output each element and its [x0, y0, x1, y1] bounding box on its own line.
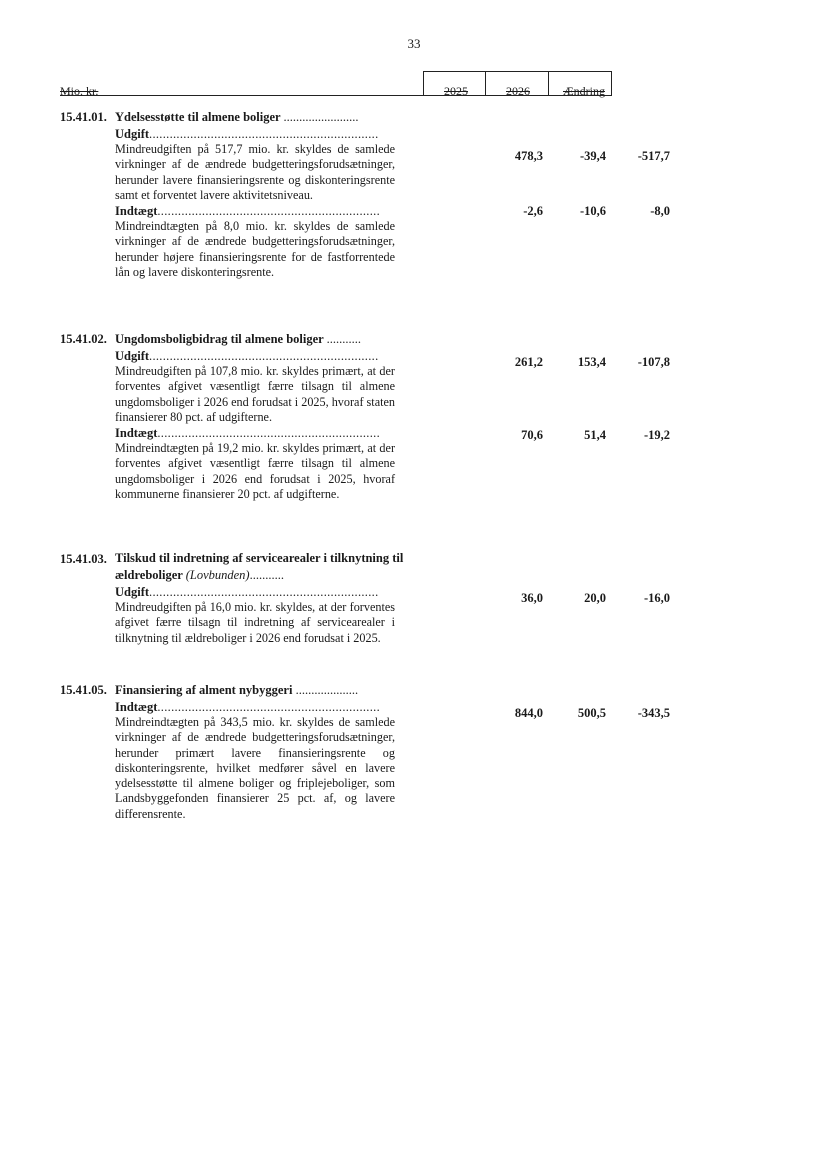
item-description: Mindreudgiften på 16,0 mio. kr. skyldes, at der forventes afgivet færre tilsagn til indretning af servicearealer i tilknytning til ældreboliger i 2026 end forudsat i 2025.: [115, 600, 395, 645]
value-2025: -2,6: [523, 204, 543, 219]
item-label: Indtægt.................................................................: [115, 700, 380, 714]
item-revenue: [115, 699, 670, 822]
column-header-2025: 2025: [444, 84, 468, 98]
item-label: Udgift...................................................................: [115, 585, 379, 599]
section-15-41-03: [60, 550, 670, 646]
item-description: Mindreudgiften på 517,7 mio. kr. skyldes de samlede virkninger af de ændrede budgetteringsforudsætninger, herunder lavere finansieringsrente og diskonteringsrente samt et forventet lavere aktivitetsniveau.: [115, 142, 395, 202]
section-heading: [60, 550, 620, 584]
item-revenue: [115, 203, 670, 280]
section-title: Ungdomsboligbidrag til almene boliger ...........: [115, 332, 361, 346]
item-description: Mindreindtægten på 343,5 mio. kr. skyldes de samlede virkninger af de ændrede budgetteringsforudsætninger, herunder primært lavere finansieringsrente og diskonteringsrente, hvilket medfører såvel en lavere ydelsesstøtte til almene boliger og friplejeboliger, som Landsbyggefonden finansierer 25 pct. af, og lavere differensrente.: [115, 715, 395, 821]
value-2026: -10,6: [579, 204, 606, 219]
value-2026: 20,0: [584, 591, 606, 605]
item-label: Indtægt.................................................................: [115, 204, 380, 219]
unit-label: Mio. kr.: [60, 84, 99, 98]
value-change: -19,2: [643, 428, 670, 443]
value-change: -517,7: [637, 149, 670, 163]
column-header-change: Ændring: [563, 84, 605, 98]
section-heading: [60, 681, 620, 699]
item-expense: [115, 126, 670, 203]
section-heading: [60, 330, 620, 348]
section-number: 15.41.01.: [60, 110, 107, 124]
section-15-41-05: [60, 681, 670, 822]
section-title: Finansiering af alment nybyggeri ....................: [115, 683, 359, 697]
section-number: 15.41.03.: [60, 552, 107, 566]
header-divider: [611, 71, 612, 96]
page-number: 33: [407, 36, 421, 51]
item-expense: [115, 348, 670, 425]
item-label: Udgift...................................................................: [115, 127, 379, 141]
value-2026: 153,4: [577, 355, 606, 369]
item-label: Indtægt.................................................................: [115, 426, 380, 441]
item-expense: [115, 584, 670, 646]
value-2025: 70,6: [521, 428, 543, 443]
value-2026: 51,4: [584, 428, 606, 443]
value-2025: 844,0: [514, 706, 543, 720]
section-title: Ydelsesstøtte til almene boliger ........................: [115, 110, 359, 124]
section-15-41-01: [60, 108, 670, 280]
item-description: Mindreindtægten på 19,2 mio. kr. skyldes primært, at der forventes afgivet væsentligt færre tilsagn til almene ungdomsboliger i 2026 end forudsat i 2025, hvoraf kommunerne finansierer 20 pct. af udgifterne.: [115, 441, 395, 502]
item-label: Udgift...................................................................: [115, 349, 379, 363]
value-2025: 261,2: [514, 355, 543, 369]
column-header-2026: 2026: [506, 84, 530, 98]
item-description: Mindreudgiften på 107,8 mio. kr. skyldes primært, at der forventes afgivet væsentligt færre tilsagn til almene ungdomsboliger i 2026 end forudsat i 2025, hvoraf staten finansierer 80 pct. af udgifterne.: [115, 364, 395, 424]
value-change: -16,0: [643, 591, 670, 605]
item-revenue: [115, 425, 670, 502]
value-2026: -39,4: [579, 149, 606, 163]
section-number: 15.41.05.: [60, 683, 107, 697]
item-description: Mindreindtægten på 8,0 mio. kr. skyldes de samlede virkninger af de ændrede budgetteringsforudsætninger, herunder højere finansieringsrente for de fastforrentede lån og lavere diskonteringsrente.: [115, 219, 395, 280]
value-2025: 36,0: [521, 591, 543, 605]
value-change: -107,8: [637, 355, 670, 369]
section-15-41-02: [60, 330, 670, 502]
value-change: -343,5: [637, 706, 670, 720]
header-top-rule: [423, 71, 612, 72]
section-number: 15.41.02.: [60, 332, 107, 346]
value-change: -8,0: [650, 204, 670, 219]
value-2026: 500,5: [577, 706, 606, 720]
value-2025: 478,3: [514, 149, 543, 163]
section-title: Tilskud til indretning af servicearealer i tilknytning til ældreboliger (Lovbunden)...........: [115, 551, 404, 582]
section-heading: [60, 108, 620, 126]
